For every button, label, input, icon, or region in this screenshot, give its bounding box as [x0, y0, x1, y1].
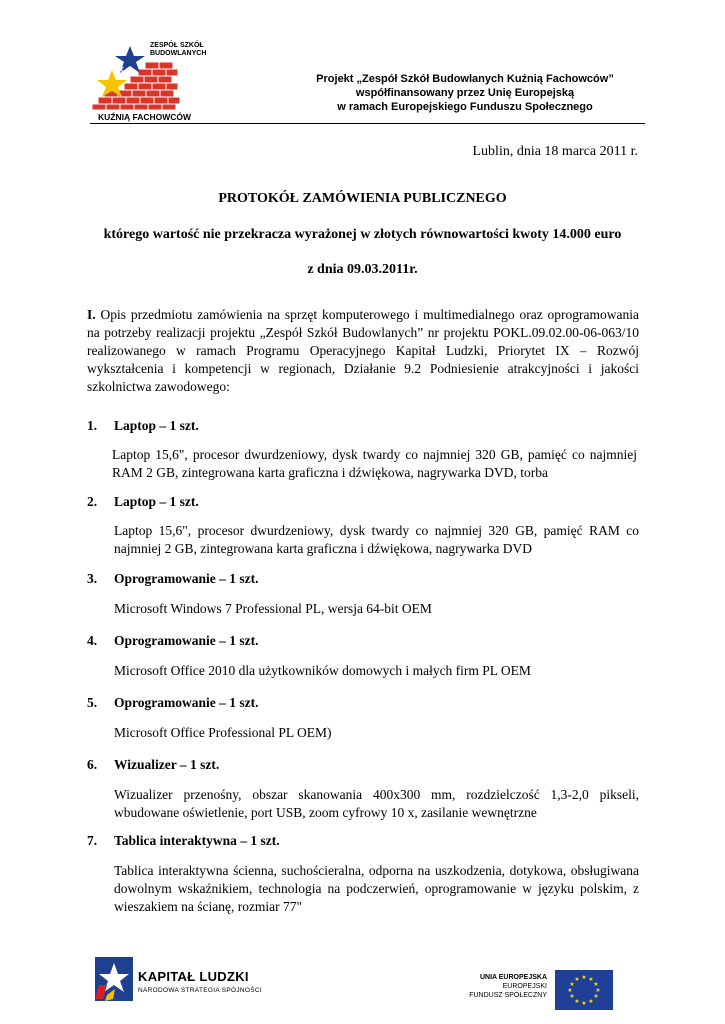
item-heading: Oprogramowanie – 1 szt.	[114, 695, 259, 710]
item-description: Microsoft Office Professional PL OEM)	[114, 725, 332, 740]
school-name-line2: BUDOWLANYCH	[150, 50, 207, 57]
item-number: 5.	[87, 695, 98, 710]
project-line3: w ramach Europejskiego Funduszu Społecznego	[337, 101, 593, 113]
project-line1: Projekt „Zespół Szkół Budowlanych Kuźnią Fachowców”	[316, 73, 614, 85]
item-description: Laptop 15,6", procesor dwurdzeniowy, dysk twardy co najmniej 320 GB, pamięć co najmniej RAM 2 GB, zintegrowana karta graficzna i dźwiękowa, nagrywarka DVD, torba	[112, 447, 637, 480]
item-heading: Laptop – 1 szt.	[114, 418, 199, 433]
item-number: 1.	[87, 418, 98, 433]
intro-paragraph	[87, 306, 639, 396]
eu-text-line3: FUNDUSZ SPOŁECZNY	[469, 992, 547, 999]
header-divider	[90, 123, 645, 124]
svg-text:★: ★	[569, 981, 575, 988]
school-name	[150, 42, 206, 58]
kapital-ludzki-subtitle: NARODOWA STRATEGIA SPÓJNOŚCI	[138, 987, 262, 994]
document-subtitle: którego wartość nie przekracza wyrażonej w złotych równowartości kwoty 14.000 euro	[103, 227, 622, 242]
item-heading: Tablica interaktywna – 1 szt.	[114, 833, 280, 848]
eu-text	[455, 973, 547, 1000]
svg-text:★: ★	[588, 976, 594, 983]
svg-text:★: ★	[581, 1000, 587, 1007]
project-line2: współfinansowany przez Unię Europejską	[355, 87, 575, 99]
item-number: 3.	[87, 571, 98, 586]
eu-logo	[455, 968, 625, 1013]
item-number: 6.	[87, 757, 98, 772]
svg-text:★: ★	[567, 987, 573, 994]
svg-text:★: ★	[588, 998, 594, 1005]
svg-text:★: ★	[574, 976, 580, 983]
item-heading: Oprogramowanie – 1 szt.	[114, 633, 259, 648]
svg-text:★: ★	[595, 987, 601, 994]
intro-text: Opis przedmiotu zamówienia na sprzęt komputerowego i multimedialnego oraz oprogramowania na potrzeby realizacji projektu „Zespół Szkół Budowlanych” nr projektu POKL.09.02.00-06-063/10 realizowanego w ramach Programu Operacyjnego Kapitał Ludzki, Priorytet IX – Rozwój wykształcenia i kompetencji w regionach, Działanie 9.2 Podniesienie atrakcyjności i jakości szkolnictwa zawodowego:	[87, 307, 640, 394]
kapital-ludzki-name: KAPITAŁ LUDZKI	[138, 969, 249, 984]
item-heading: Oprogramowanie – 1 szt.	[114, 571, 259, 586]
item-heading: Laptop – 1 szt.	[114, 494, 199, 509]
svg-text:★: ★	[593, 981, 599, 988]
item-heading: Wizualizer – 1 szt.	[114, 757, 220, 772]
document-date-line: Lublin, dnia 18 marca 2011 r.	[472, 144, 638, 159]
kapital-ludzki-logo	[93, 955, 263, 1005]
school-name-line1: ZESPÓŁ SZKÓŁ	[150, 42, 204, 49]
item-description: Microsoft Office 2010 dla użytkowników domowych i małych firm PL OEM	[114, 663, 531, 678]
svg-text:★: ★	[574, 998, 580, 1005]
item-number: 4.	[87, 633, 98, 648]
item-number: 2.	[87, 494, 98, 509]
document-title: PROTOKÓŁ ZAMÓWIENIA PUBLICZNEGO	[218, 191, 507, 206]
item-description: Wizualizer przenośny, obszar skanowania 400x300 mm, rozdzielczość 1,3-2,0 pikseli, wbudowane oświetlenie, port USB, zoom cyfrowy 10 x, zasilanie wewnętrzne	[114, 787, 639, 820]
item-description: Tablica interaktywna ścienna, suchościeralna, odporna na uszkodzenia, dotykowa, obsługiwana dowolnym wskaźnikiem, technologia na podczerwień, oprogramowanie w języku polskim, z wieszakiem na ścianę, rozmiar 77"	[114, 863, 639, 914]
item-number: 7.	[87, 833, 98, 848]
eu-text-line2: EUROPEJSKI	[502, 983, 547, 990]
intro-section-number: I.	[87, 307, 96, 322]
svg-text:★: ★	[569, 993, 575, 1000]
kapital-ludzki-star-icon	[93, 955, 135, 1003]
eu-text-line1: UNIA EUROPEJSKA	[479, 974, 547, 981]
item-description: Microsoft Windows 7 Professional PL, wersja 64-bit OEM	[114, 601, 432, 616]
eu-flag-icon	[555, 970, 613, 1010]
document-date: z dnia 09.03.2011r.	[307, 262, 418, 277]
svg-text:★: ★	[593, 993, 599, 1000]
school-logo	[90, 40, 210, 125]
project-header	[300, 72, 630, 114]
item-description: Laptop 15,6", procesor dwurdzeniowy, dysk twardy co najmniej 320 GB, pamięć RAM co najmniej 2 GB, zintegrowana karta graficzna i dźwiękowa, nagrywarka DVD	[114, 523, 639, 556]
svg-text:★: ★	[581, 974, 587, 981]
school-brand: KUŹNIĄ FACHOWCÓW	[98, 112, 192, 122]
